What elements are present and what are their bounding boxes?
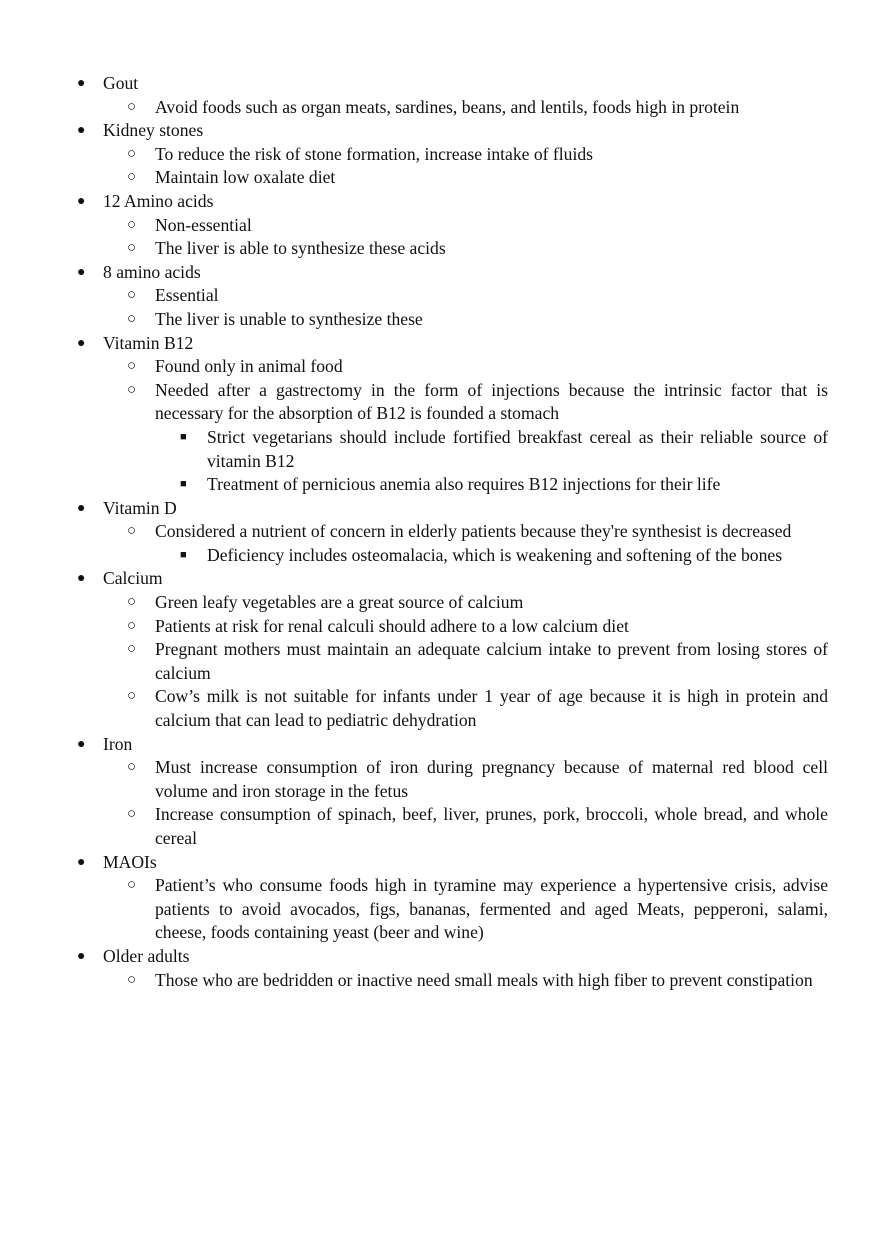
list-item-text: Patient’s who consume foods high in tyramine may experience a hypertensive crisis, advise patients to avoid avocados, figs, bananas, fermented and aged Meats, pepperoni, salami, cheese, foods containing yeast (beer and wine) bbox=[155, 875, 828, 943]
bullet-list bbox=[0, 72, 880, 992]
hollow-circle-bullet-icon: ○ bbox=[127, 216, 137, 233]
list-item-text: Iron bbox=[103, 733, 133, 754]
filled-circle-bullet-icon: ● bbox=[77, 948, 86, 964]
filled-circle-bullet-icon: ● bbox=[77, 264, 86, 280]
list-item-heading bbox=[0, 851, 828, 875]
filled-circle-bullet-icon: ● bbox=[77, 571, 86, 587]
square-bullet-icon: ■ bbox=[180, 548, 187, 561]
hollow-circle-bullet-icon: ○ bbox=[127, 594, 137, 611]
list-item-heading bbox=[0, 567, 828, 591]
hollow-circle-bullet-icon: ○ bbox=[127, 358, 137, 375]
list-item-detail bbox=[0, 426, 828, 473]
list-item-subpoint bbox=[0, 308, 828, 332]
list-item-text: The liver is able to synthesize these acids bbox=[155, 238, 446, 259]
hollow-circle-bullet-icon: ○ bbox=[127, 617, 137, 634]
square-bullet-icon: ■ bbox=[180, 430, 187, 443]
list-item-subpoint bbox=[0, 284, 828, 308]
list-item-text: Kidney stones bbox=[103, 120, 204, 141]
list-item-subpoint bbox=[0, 520, 828, 544]
list-item-subpoint bbox=[0, 969, 828, 993]
list-item-text: Maintain low oxalate diet bbox=[155, 167, 336, 188]
list-item-subpoint bbox=[0, 685, 828, 732]
hollow-circle-bullet-icon: ○ bbox=[127, 641, 137, 658]
list-item-detail bbox=[0, 473, 828, 497]
hollow-circle-bullet-icon: ○ bbox=[127, 169, 137, 186]
filled-circle-bullet-icon: ● bbox=[77, 736, 86, 752]
square-bullet-icon: ■ bbox=[180, 478, 187, 491]
list-item-text: Treatment of pernicious anemia also requires B12 injections for their life bbox=[207, 474, 721, 495]
filled-circle-bullet-icon: ● bbox=[77, 335, 86, 351]
hollow-circle-bullet-icon: ○ bbox=[127, 240, 137, 257]
list-item-subpoint bbox=[0, 143, 828, 167]
hollow-circle-bullet-icon: ○ bbox=[127, 523, 137, 540]
list-item-text: Non-essential bbox=[155, 214, 252, 235]
list-item-text: Patients at risk for renal calculi should adhere to a low calcium diet bbox=[155, 615, 629, 636]
hollow-circle-bullet-icon: ○ bbox=[127, 806, 137, 823]
list-item-subpoint bbox=[0, 355, 828, 379]
list-item-text: Gout bbox=[103, 73, 139, 93]
list-item-subpoint bbox=[0, 379, 828, 426]
filled-circle-bullet-icon: ● bbox=[77, 500, 86, 516]
list-item-heading bbox=[0, 261, 828, 285]
hollow-circle-bullet-icon: ○ bbox=[127, 287, 137, 304]
list-item-heading bbox=[0, 733, 828, 757]
filled-circle-bullet-icon: ● bbox=[77, 854, 86, 870]
list-item-heading bbox=[0, 332, 828, 356]
list-item-text: Avoid foods such as organ meats, sardines, beans, and lentils, foods high in protein bbox=[155, 96, 740, 117]
list-item-text: Cow’s milk is not suitable for infants under 1 year of age because it is high in protein and calcium that can lead to pediatric dehydration bbox=[155, 686, 828, 731]
list-item-subpoint bbox=[0, 803, 828, 850]
filled-circle-bullet-icon: ● bbox=[77, 193, 86, 209]
hollow-circle-bullet-icon: ○ bbox=[127, 971, 137, 988]
list-item-subpoint bbox=[0, 214, 828, 238]
list-item-text: Must increase consumption of iron during pregnancy because of maternal red blood cell volume and iron storage in the fetus bbox=[155, 757, 828, 801]
filled-circle-bullet-icon: ● bbox=[77, 76, 86, 91]
list-item-heading bbox=[0, 945, 828, 969]
filled-circle-bullet-icon: ● bbox=[77, 123, 86, 139]
hollow-circle-bullet-icon: ○ bbox=[127, 759, 137, 776]
list-item-text: Calcium bbox=[103, 568, 163, 589]
list-item-subpoint bbox=[0, 638, 828, 685]
list-item-subpoint bbox=[0, 96, 828, 120]
hollow-circle-bullet-icon: ○ bbox=[127, 145, 137, 162]
list-item-heading bbox=[0, 190, 828, 214]
hollow-circle-bullet-icon: ○ bbox=[127, 381, 137, 398]
list-item-subpoint bbox=[0, 591, 828, 615]
hollow-circle-bullet-icon: ○ bbox=[127, 310, 137, 327]
hollow-circle-bullet-icon: ○ bbox=[127, 877, 137, 894]
list-item-text: Strict vegetarians should include fortified breakfast cereal as their reliable source of vitamin B12 bbox=[207, 426, 828, 471]
list-item-text: Those who are bedridden or inactive need small meals with high fiber to prevent constipation bbox=[155, 969, 813, 990]
list-item-text: Older adults bbox=[103, 945, 190, 966]
list-item-text: Considered a nutrient of concern in elderly patients because they're synthesist is decreased bbox=[155, 521, 792, 542]
list-item-text: The liver is unable to synthesize these bbox=[155, 308, 423, 329]
list-item-subpoint bbox=[0, 874, 828, 945]
list-item-subpoint bbox=[0, 237, 828, 261]
hollow-circle-bullet-icon: ○ bbox=[127, 688, 137, 705]
list-item-heading bbox=[0, 119, 828, 143]
list-item-heading bbox=[0, 497, 828, 521]
list-item-text: MAOIs bbox=[103, 851, 157, 872]
list-item-text: Vitamin D bbox=[103, 497, 177, 518]
list-item-subpoint bbox=[0, 615, 828, 639]
list-item-heading bbox=[0, 72, 828, 96]
list-item-text: Found only in animal food bbox=[155, 356, 343, 377]
list-item-text: Essential bbox=[155, 285, 219, 306]
list-item-text: Pregnant mothers must maintain an adequate calcium intake to prevent from losing stores of calcium bbox=[155, 639, 828, 683]
list-item-text: Vitamin B12 bbox=[103, 332, 194, 353]
list-item-text: Deficiency includes osteomalacia, which is weakening and softening of the bones bbox=[207, 544, 783, 565]
list-item-text: To reduce the risk of stone formation, increase intake of fluids bbox=[155, 143, 593, 164]
list-item-detail bbox=[0, 544, 828, 568]
list-item-text: 12 Amino acids bbox=[103, 190, 214, 211]
list-item-text: Green leafy vegetables are a great source of calcium bbox=[155, 592, 524, 613]
hollow-circle-bullet-icon: ○ bbox=[127, 98, 137, 115]
list-item-subpoint bbox=[0, 166, 828, 190]
list-item-text: Increase consumption of spinach, beef, liver, prunes, pork, broccoli, whole bread, and whole cereal bbox=[155, 804, 828, 848]
list-item-text: 8 amino acids bbox=[103, 261, 201, 282]
list-item-text: Needed after a gastrectomy in the form of injections because the intrinsic factor that is necessary for the absorption of B12 is founded a stomach bbox=[155, 379, 828, 424]
list-item-subpoint bbox=[0, 756, 828, 803]
